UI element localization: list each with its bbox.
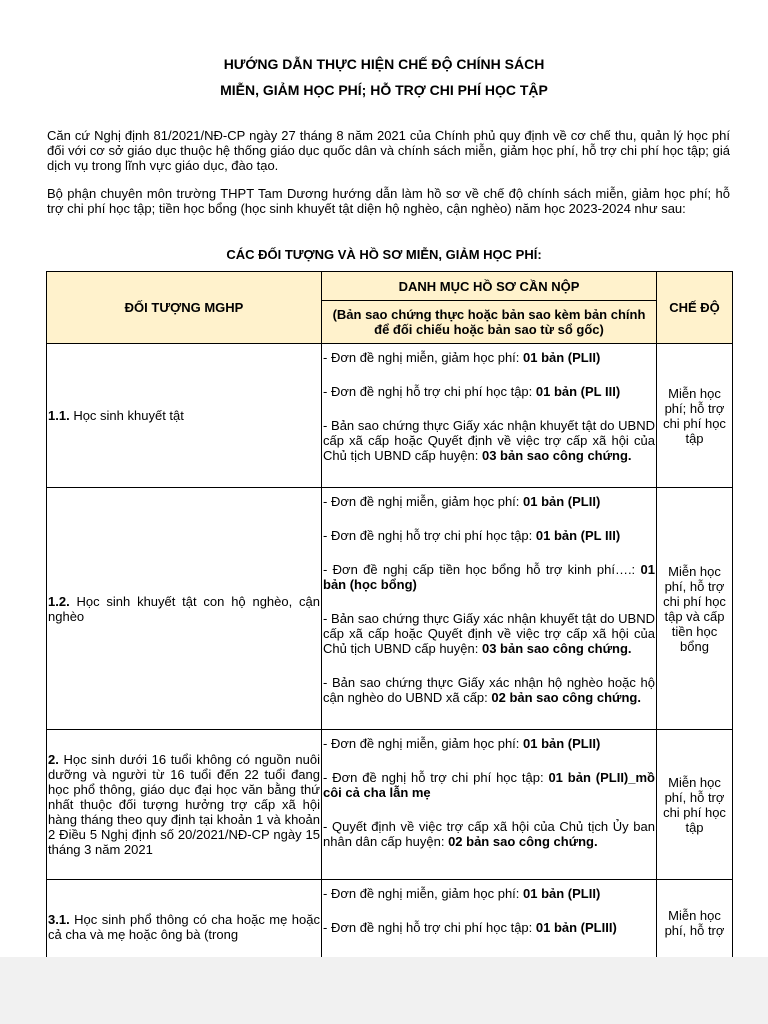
object-text: Học sinh phổ thông có cha hoặc mẹ hoặc cả cha và mẹ hoặc ông bà (trong	[48, 912, 320, 942]
object-cell	[47, 880, 322, 958]
header-document-note: (Bản sao chứng thực hoặc bản sao kèm bản chính để đối chiếu hoặc bản sao từ sổ gốc)	[322, 301, 657, 344]
document-item: - Quyết định về việc trợ cấp xã hội của Chủ tịch Ủy ban nhân dân cấp huyện: 02 bản sao công chứng.	[323, 819, 655, 849]
paragraph-legal-basis: Căn cứ Nghị định 81/2021/NĐ-CP ngày 27 tháng 8 năm 2021 của Chính phủ quy định về cơ chế thu, quản lý học phí đối với cơ sở giáo dục thuộc hệ thống giáo dục quốc dân và chính sách miễn, giảm học phí, hỗ trợ chi phí học tập; giá dịch vụ trong lĩnh vực giáo dục, đào tạo.	[47, 128, 730, 173]
document-item: - Bản sao chứng thực Giấy xác nhận hộ nghèo hoặc hộ cận nghèo do UBND xã cấp: 02 bản sao công chứng.	[323, 675, 655, 705]
section-heading: CÁC ĐỐI TƯỢNG VÀ HỒ SƠ MIỄN, GIẢM HỌC PHÍ:	[226, 247, 542, 262]
viewer-background	[0, 957, 768, 1024]
document-item: - Đơn đề nghị hỗ trợ chi phí học tập: 01 bản (PL III)	[323, 384, 621, 399]
object-number: 1.2.	[48, 593, 70, 609]
regime-cell: Miễn học phí, hỗ trợ chi phí học tập và cấp tiền học bổng	[657, 488, 733, 730]
eligibility-table	[46, 271, 733, 957]
object-cell	[47, 488, 322, 730]
document-item: - Đơn đề nghị hỗ trợ chi phí học tập: 01 bản (PLIII)	[323, 920, 617, 935]
document-title-line-1: HƯỚNG DẪN THỰC HIỆN CHẾ ĐỘ CHÍNH SÁCH	[223, 56, 545, 72]
header-document-list: DANH MỤC HỒ SƠ CẦN NỘP	[322, 272, 657, 301]
document-item: - Đơn đề nghị miễn, giảm học phí: 01 bản (PLII)	[323, 886, 601, 901]
header-object: ĐỐI TƯỢNG MGHP	[47, 272, 322, 344]
regime-cell: Miễn học phí, hỗ trợ	[657, 880, 733, 958]
document-item: - Đơn đề nghị hỗ trợ chi phí học tập: 01 bản (PLII)_mồ côi cả cha lẫn mẹ	[323, 770, 655, 800]
document-item: - Đơn đề nghị cấp tiền học bổng hỗ trợ kinh phí….: 01 bản (học bổng)	[323, 562, 655, 592]
document-item: - Đơn đề nghị miễn, giảm học phí: 01 bản (PLII)	[323, 494, 601, 509]
documents-cell	[322, 880, 657, 958]
document-item: - Đơn đề nghị miễn, giảm học phí: 01 bản (PLII)	[323, 350, 601, 365]
object-number: 1.1.	[48, 408, 70, 423]
header-regime: CHẾ ĐỘ	[657, 272, 733, 344]
document-item: - Bản sao chứng thực Giấy xác nhận khuyết tật do UBND cấp xã cấp hoặc Quyết định về việc trợ cấp xã hội của Chủ tịch UBND cấp huyện: 03 bản sao công chứng.	[323, 611, 655, 656]
table-row	[47, 488, 733, 730]
regime-cell: Miễn học phí, hỗ trợ chi phí học tập	[657, 730, 733, 880]
object-cell	[47, 730, 322, 880]
table-row	[47, 730, 733, 880]
document-item: - Đơn đề nghị miễn, giảm học phí: 01 bản (PLII)	[323, 736, 601, 751]
documents-cell	[322, 344, 657, 488]
documents-cell	[322, 488, 657, 730]
table-row	[47, 344, 733, 488]
object-cell	[47, 344, 322, 488]
table-row	[47, 880, 733, 958]
object-text: Học sinh khuyết tật con hộ nghèo, cận nghèo	[48, 593, 320, 624]
document-title-line-2: MIỄN, GIẢM HỌC PHÍ; HỖ TRỢ CHI PHÍ HỌC TẬP	[220, 82, 548, 98]
object-text: Học sinh dưới 16 tuổi không có nguồn nuôi dưỡng và người từ 16 tuổi đến 22 tuổi đang học phổ thông, giáo dục đại học văn bằng thứ nhất thuộc đối tượng hưởng trợ cấp xã hội hàng tháng theo quy định tại khoản 1 và khoản 2 Điều 5 Nghị định số 20/2021/NĐ-CP ngày 15 tháng 3 năm 2021	[48, 752, 320, 857]
documents-cell	[322, 730, 657, 880]
document-item: - Đơn đề nghị hỗ trợ chi phí học tập: 01 bản (PL III)	[323, 528, 621, 543]
document-item: - Bản sao chứng thực Giấy xác nhận khuyết tật do UBND cấp xã cấp hoặc Quyết định về việc trợ cấp xã hội của Chủ tịch UBND cấp huyện: 03 bản sao công chứng.	[323, 418, 655, 463]
object-text: Học sinh khuyết tật	[73, 408, 184, 423]
regime-cell: Miễn học phí; hỗ trợ chi phí học tập	[657, 344, 733, 488]
object-number: 3.1.	[48, 912, 70, 927]
paragraph-guidance: Bộ phận chuyên môn trường THPT Tam Dương hướng dẫn làm hồ sơ về chế độ chính sách miễn, giảm học phí; hỗ trợ chi phí học tập; tiền học bổng (học sinh khuyết tật diện hộ nghèo, cận nghèo) năm học 2023-2024 như sau:	[47, 186, 730, 216]
object-number: 2.	[48, 752, 59, 767]
